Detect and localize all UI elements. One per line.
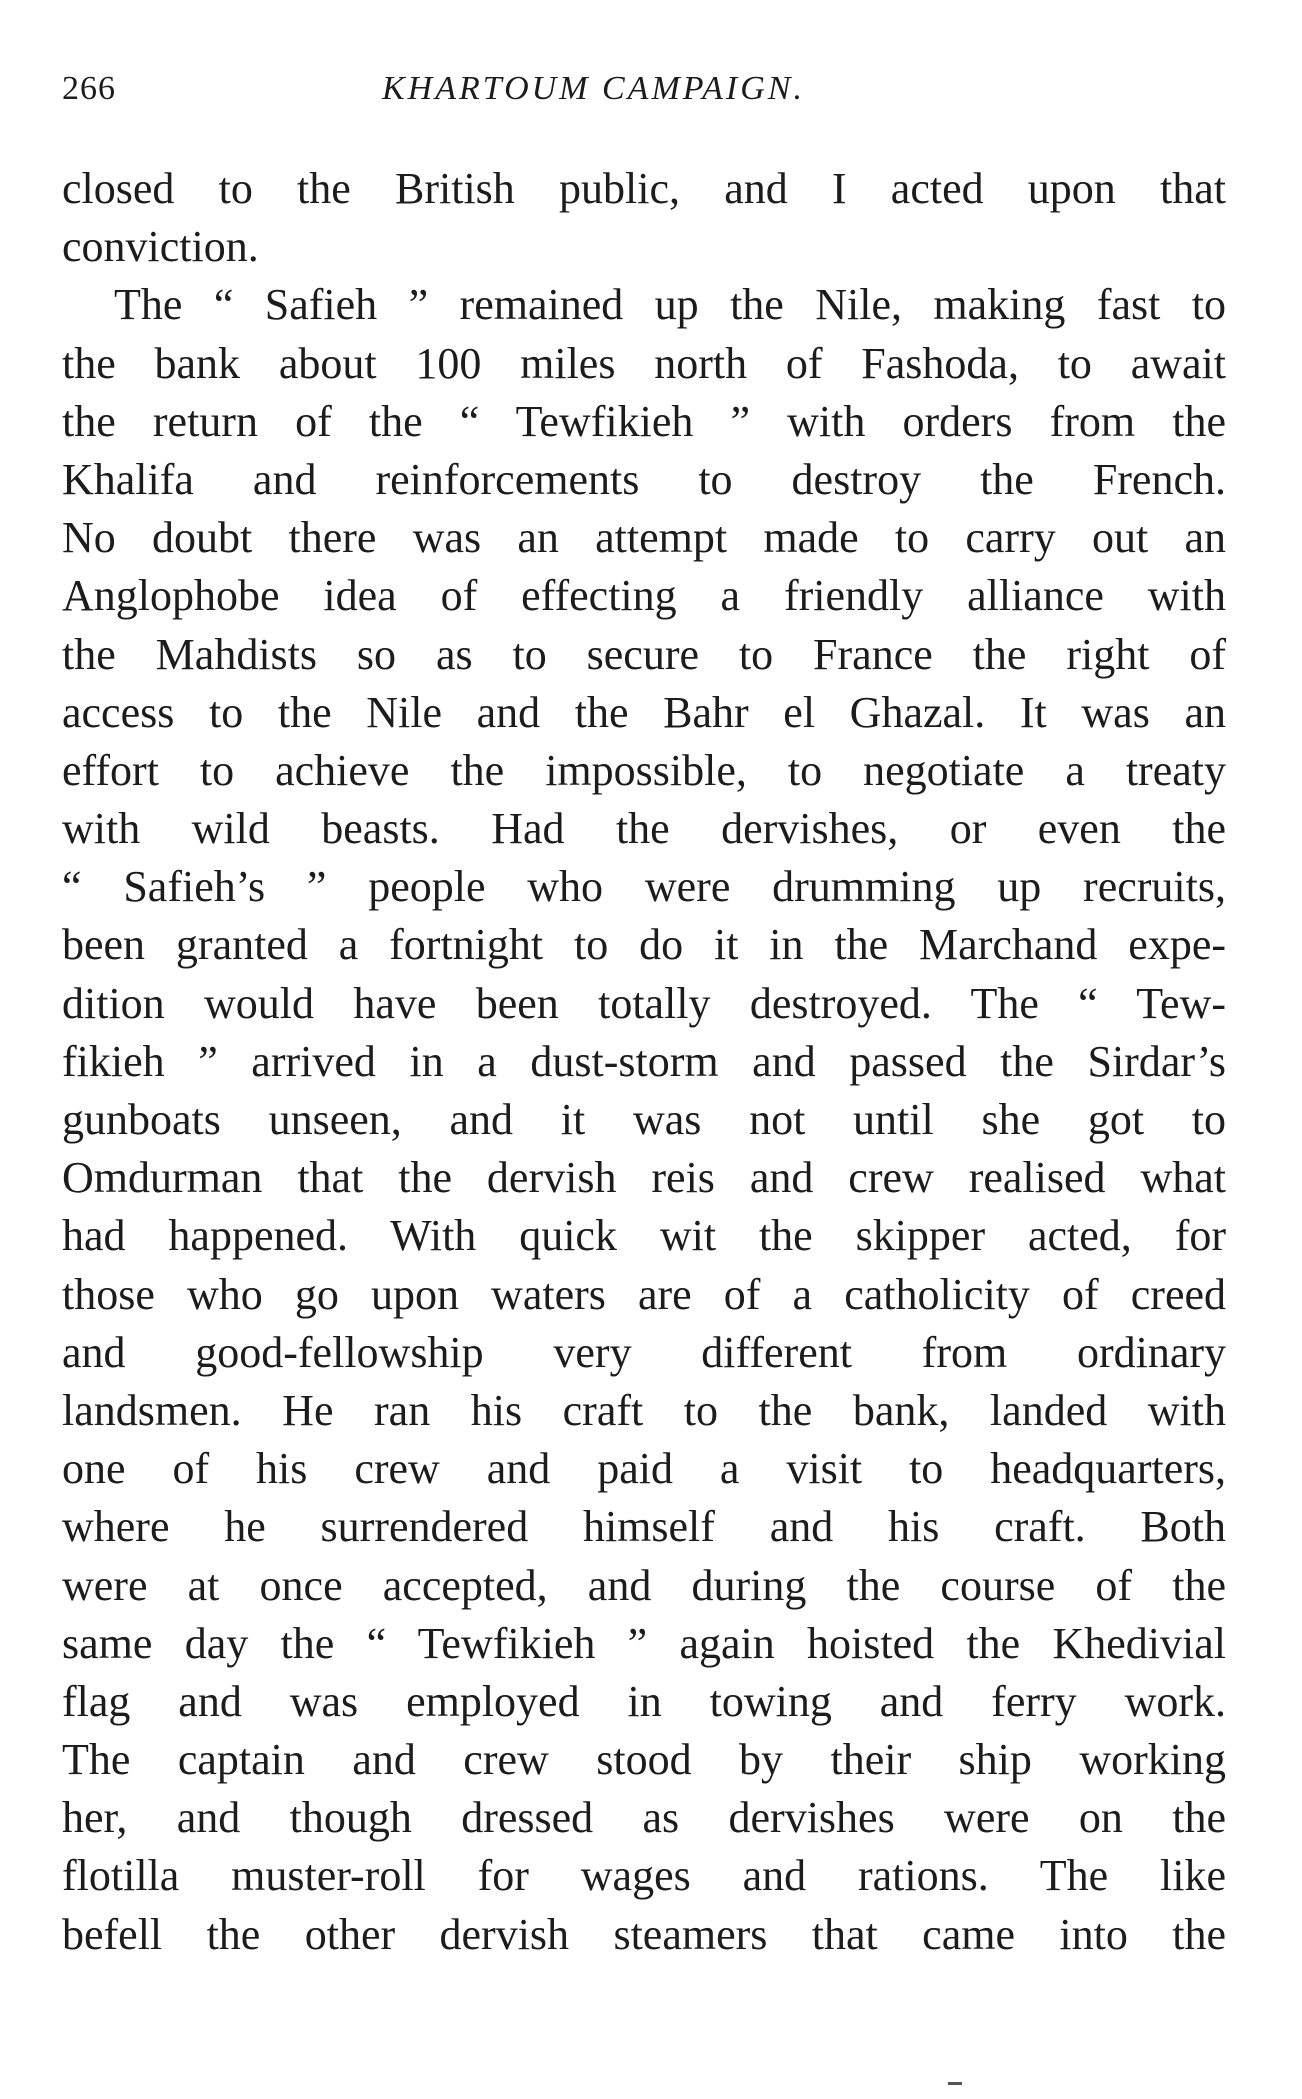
text-line: The captain and crew stood by their ship working xyxy=(62,1735,1226,1785)
text-line: those who go upon waters are of a catholicity of creed xyxy=(62,1269,1226,1319)
body-text xyxy=(62,160,1226,1964)
text-line: fikieh ” arrived in a dust-storm and passed the Sirdar’s xyxy=(62,1036,1226,1086)
running-head xyxy=(62,70,1222,130)
text-line: Omdurman that the dervish reis and crew realised what xyxy=(62,1153,1226,1203)
text-line: The “ Safieh ” remained up the Nile, making fast to xyxy=(114,280,1226,330)
text-line: her, and though dressed as dervishes were on the xyxy=(62,1793,1226,1843)
text-line: closed to the British public, and I acted upon that xyxy=(62,164,1226,213)
text-line: and good-fellowship very different from ordinary xyxy=(62,1327,1226,1377)
text-line: had happened. With quick wit the skipper acted, for xyxy=(62,1211,1226,1261)
text-line: been granted a fortnight to do it in the Marchand expe- xyxy=(62,920,1226,970)
text-line: gunboats unseen, and it was not until she got to xyxy=(62,1095,1226,1144)
page-number: 266 xyxy=(62,70,116,107)
text-line: “ Safieh’s ” people who were drumming up recruits, xyxy=(62,862,1226,912)
text-line: conviction. xyxy=(62,222,259,272)
text-line: Khalifa and reinforcements to destroy the French. xyxy=(62,454,1226,504)
text-line: one of his crew and paid a visit to headquarters, xyxy=(62,1444,1226,1494)
text-line: Anglophobe idea of effecting a friendly alliance with xyxy=(62,571,1226,621)
text-line: effort to achieve the impossible, to negotiate a treaty xyxy=(62,745,1226,795)
text-line: dition would have been totally destroyed. The “ Tew- xyxy=(62,978,1226,1028)
text-line: flag and was employed in towing and ferry work. xyxy=(62,1676,1226,1726)
print-speck xyxy=(948,2082,962,2085)
text-line: the bank about 100 miles north of Fashoda, to await xyxy=(62,338,1226,388)
text-line: landsmen. He ran his craft to the bank, landed with xyxy=(62,1385,1226,1435)
text-line: with wild beasts. Had the dervishes, or even the xyxy=(62,804,1226,854)
text-line: same day the “ Tewfikieh ” again hoisted the Khedivial xyxy=(62,1618,1226,1668)
text-line: the Mahdists so as to secure to France the right of xyxy=(62,629,1226,679)
text-line: befell the other dervish steamers that came into the xyxy=(62,1909,1226,1959)
running-title: KHARTOUM CAMPAIGN. xyxy=(382,70,805,107)
text-line: the return of the “ Tewfikieh ” with orders from the xyxy=(62,396,1226,446)
text-line: flotilla muster-roll for wages and rations. The like xyxy=(62,1851,1226,1901)
text-line: were at once accepted, and during the course of the xyxy=(62,1560,1226,1610)
text-line: access to the Nile and the Bahr el Ghazal. It was an xyxy=(62,687,1226,737)
text-line: No doubt there was an attempt made to carry out an xyxy=(62,513,1226,563)
text-line: where he surrendered himself and his craft. Both xyxy=(62,1502,1226,1552)
